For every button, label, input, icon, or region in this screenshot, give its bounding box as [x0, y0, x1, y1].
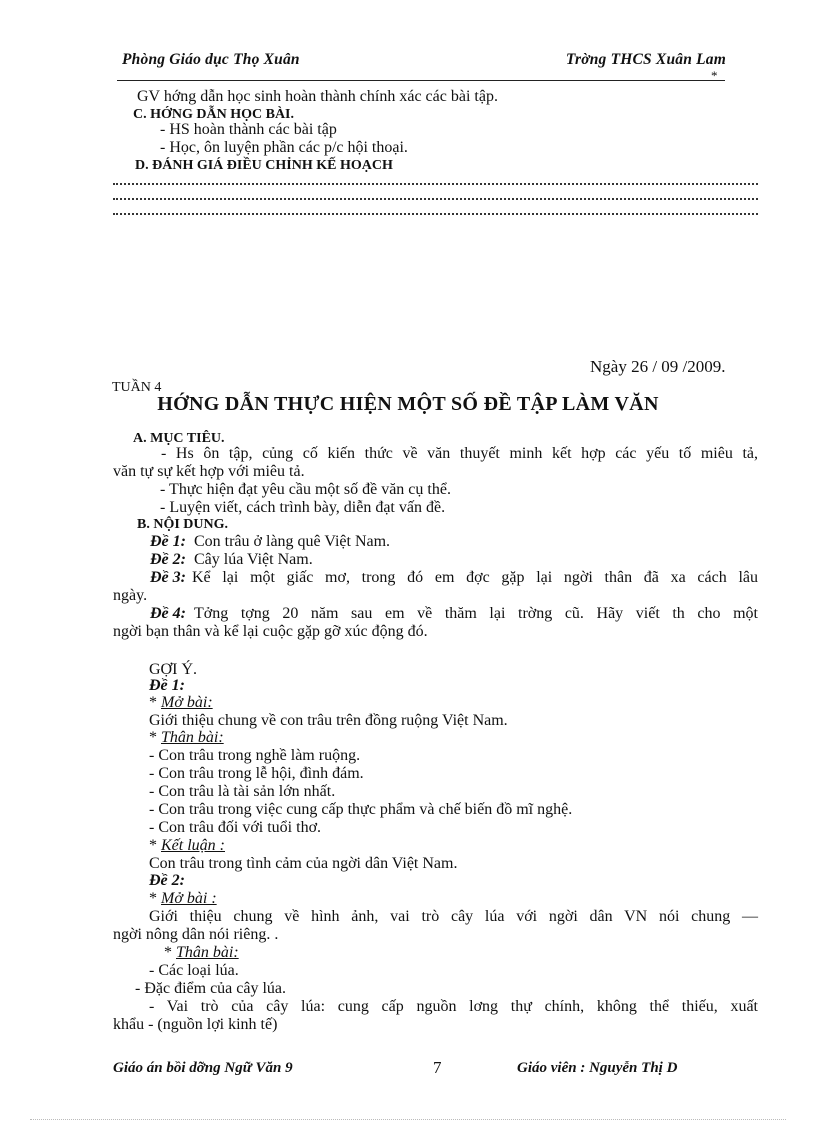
- than-bai2-label: Thân bài:: [176, 944, 239, 961]
- de4-text: Tởng tợng 20 năm sau em về thăm lại trờng cũ. Hãy viết th cho một: [193, 605, 758, 622]
- section-a-line-1: - Hs ôn tập, củng cố kiến thức về văn thuyết minh kết hợp các yếu tố miêu tả,: [161, 445, 758, 462]
- mo-bai-label: Mở bài:: [161, 694, 213, 711]
- ket-luan-row: [149, 837, 225, 855]
- page-title: HỚNG DẪN THỰC HIỆN MỘT SỐ ĐỀ TẬP LÀM VĂN: [157, 393, 659, 415]
- de3-continued: ngày.: [113, 587, 148, 604]
- than-bai-item-4: - Con trâu trong việc cung cấp thực phẩm và chế biến đồ mĩ nghệ.: [149, 801, 573, 818]
- ket-luan-label: Kết luận :: [161, 837, 225, 854]
- than-bai2-item-2: - Đặc điểm của cây lúa.: [135, 980, 287, 997]
- goiy-de2: Đề 2:: [149, 872, 185, 889]
- de4-continued: ngời bạn thân và kể lại cuộc gặp gỡ xúc động đó.: [113, 623, 428, 640]
- mo-bai2-star: *: [149, 890, 157, 907]
- date: Ngày 26 / 09 /2009.: [590, 357, 726, 376]
- than-bai2-item-1: - Các loại lúa.: [149, 962, 239, 979]
- goiy-heading: GỢI Ý.: [149, 661, 197, 678]
- than-bai2-item-3: - Vai trò của cây lúa: cung cấp nguồn lơng thự chính, không thể thiếu, xuất: [149, 998, 758, 1015]
- de3-row: [150, 569, 758, 587]
- de2-text: Cây lúa Việt Nam.: [193, 551, 313, 568]
- header-right: Trờng THCS Xuân Lam: [565, 51, 726, 68]
- than-bai-item-1: - Con trâu trong nghề làm ruộng.: [149, 747, 361, 764]
- de3-label: Đề 3:: [150, 569, 186, 586]
- de4-row: [150, 605, 758, 623]
- section-a-line-4: - Luyện viết, cách trình bày, diễn đạt vấn đề.: [160, 499, 446, 516]
- mo-bai2-row: [149, 890, 217, 908]
- de2-row: [150, 551, 313, 569]
- mo-bai2-label: Mở bài :: [161, 890, 217, 907]
- section-a-line-2: văn tự sự kết hợp với miêu tả.: [113, 463, 305, 480]
- de4-label: Đề 4:: [150, 605, 186, 622]
- than-bai-item-3: - Con trâu là tài sản lớn nhất.: [149, 783, 336, 800]
- mo-bai2-continued: ngời nông dân nói riêng. .: [113, 926, 279, 943]
- c-item-1: - HS hoàn thành các bài tập: [160, 121, 337, 138]
- header-star: *: [711, 68, 718, 83]
- section-a-heading: A. MỤC TIÊU.: [133, 431, 225, 446]
- ket-luan-text: Con trâu trong tình cảm của ngời dân Việt Nam.: [149, 855, 458, 872]
- de2-label: Đề 2:: [150, 551, 186, 568]
- page-number: 7: [433, 1058, 442, 1077]
- gv-line: GV hớng dẫn học sinh hoàn thành chính xác các bài tập.: [137, 88, 498, 105]
- mo-bai-row: [149, 694, 213, 712]
- week-label: TUẦN 4: [112, 380, 162, 395]
- dotted-line-1: [113, 183, 758, 185]
- mo-bai-star: *: [149, 694, 157, 711]
- dotted-line-2: [113, 198, 758, 200]
- footer-right: Giáo viên : Nguyễn Thị D: [517, 1060, 678, 1076]
- than-bai-row: [149, 729, 224, 747]
- goiy-de1: Đề 1:: [149, 677, 185, 694]
- d-heading: D. ĐÁNH GIÁ ĐIỀU CHỈNH KẾ HOẠCH: [135, 158, 393, 173]
- than-bai2-star: *: [164, 944, 172, 961]
- than-bai-star: *: [149, 729, 157, 746]
- section-b-heading: B. NỘI DUNG.: [137, 517, 229, 532]
- footer-left: Giáo án bồi dỡng Ngữ Văn 9: [113, 1060, 293, 1076]
- than-bai-item-5: - Con trâu đối với tuổi thơ.: [149, 819, 322, 836]
- de3-text: Kể lại một giấc mơ, trong đó em đợc gặp lại ngời thân đã xa cách lâu: [191, 569, 758, 586]
- than-bai2-row: [164, 944, 239, 962]
- header-left: Phòng Giáo dục Thọ Xuân: [122, 51, 300, 68]
- c-item-2: - Học, ôn luyện phần các p/c hội thoại.: [160, 139, 408, 156]
- bottom-dotted-rule: [30, 1119, 786, 1120]
- than-bai-item-2: - Con trâu trong lễ hội, đình đám.: [149, 765, 364, 782]
- mo-bai2-text: Giới thiệu chung về hình ảnh, vai trò cây lúa với ngời dân VN nói chung —: [149, 908, 758, 925]
- mo-bai-text: Giới thiệu chung về con trâu trên đồng ruộng Việt Nam.: [149, 712, 508, 729]
- de1-label: Đề 1:: [150, 533, 186, 550]
- than-bai-label: Thân bài:: [161, 729, 224, 746]
- ket-luan-star: *: [149, 837, 157, 854]
- c-heading: C. HỚNG DẪN HỌC BÀI.: [133, 107, 295, 122]
- de1-row: [150, 533, 390, 551]
- section-a-line-3: - Thực hiện đạt yêu cầu một số đề văn cụ thể.: [160, 481, 451, 498]
- than-bai2-item-3-continued: khẩu - (nguồn lợi kinh tế): [113, 1016, 278, 1033]
- header-rule: [117, 80, 725, 81]
- dotted-line-3: [113, 213, 758, 215]
- de1-text: Con trâu ở làng quê Việt Nam.: [193, 533, 391, 550]
